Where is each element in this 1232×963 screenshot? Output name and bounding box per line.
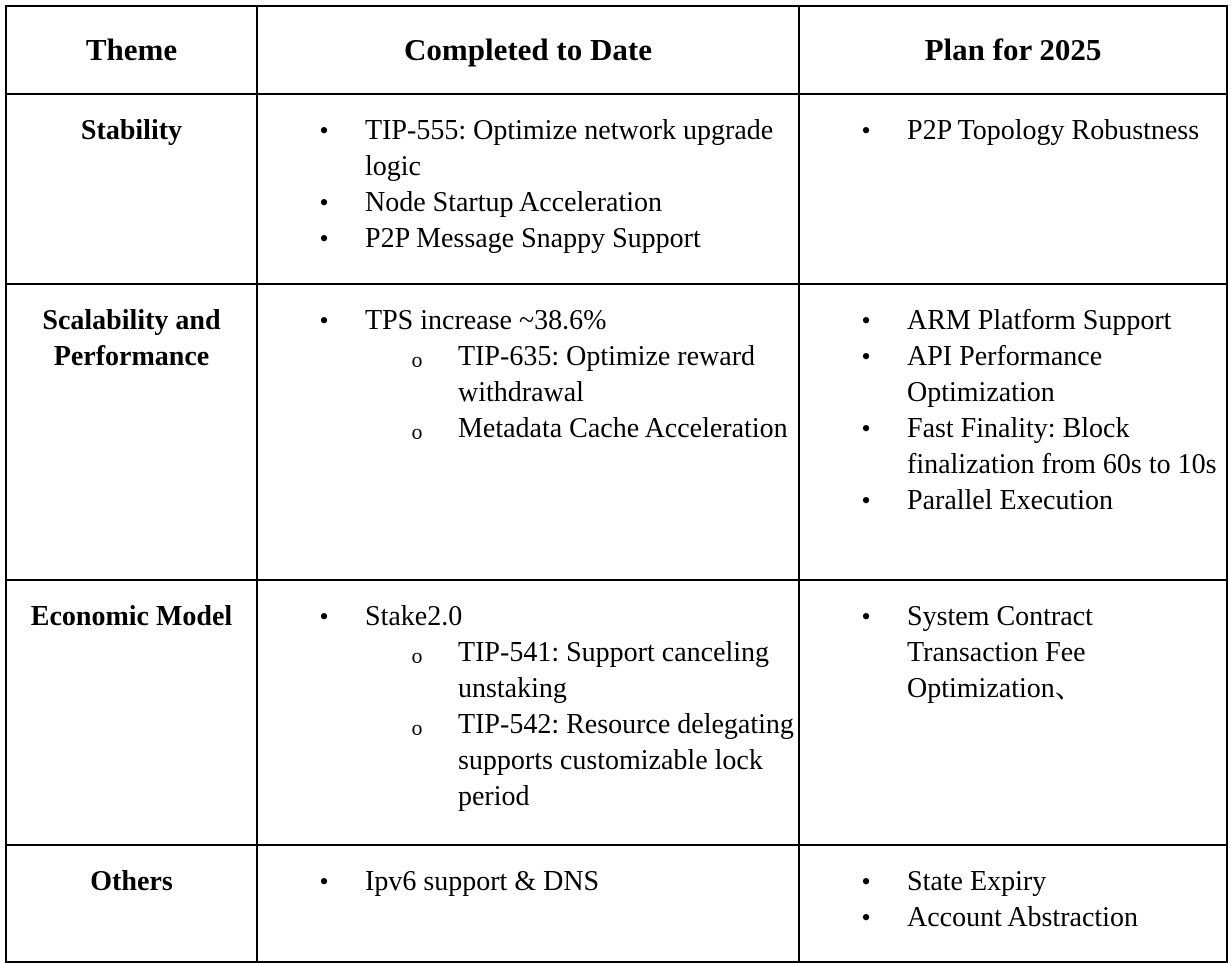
list-item bbox=[800, 339, 1226, 411]
completed-list bbox=[258, 581, 798, 815]
sub-list bbox=[365, 339, 798, 447]
completed-cell bbox=[257, 845, 799, 962]
sub-list-item-text: TIP-541: Support canceling unstaking bbox=[458, 637, 770, 704]
bullet-icon: • bbox=[319, 867, 329, 896]
bullet-icon: • bbox=[861, 414, 871, 443]
bullet-icon: • bbox=[861, 116, 871, 145]
list-item bbox=[258, 864, 798, 900]
list-item bbox=[800, 411, 1226, 483]
list-item bbox=[258, 185, 798, 221]
bullet-icon: • bbox=[861, 342, 871, 371]
header-row bbox=[6, 6, 1227, 94]
sub-list-item bbox=[365, 707, 798, 815]
sub-list-item bbox=[365, 339, 798, 411]
circle-bullet-icon: o bbox=[411, 419, 423, 444]
list-item bbox=[258, 221, 798, 257]
list-item-text: P2P Topology Robustness bbox=[907, 115, 1200, 146]
plan-cell bbox=[799, 580, 1227, 845]
bullet-icon: • bbox=[861, 486, 871, 515]
list-item-text: Ipv6 support & DNS bbox=[365, 866, 600, 897]
list-item bbox=[258, 113, 798, 185]
list-item-text: Parallel Execution bbox=[907, 485, 1114, 516]
circle-bullet-icon: o bbox=[411, 643, 423, 668]
bullet-icon: • bbox=[319, 306, 329, 335]
list-item-text: TIP-555: Optimize network upgrade logic bbox=[365, 115, 774, 182]
plan-list bbox=[800, 581, 1226, 707]
theme-cell: Others bbox=[6, 845, 257, 962]
roadmap-table bbox=[5, 5, 1228, 963]
header-completed: Completed to Date bbox=[257, 6, 799, 94]
list-item bbox=[800, 599, 1226, 707]
list-item bbox=[800, 113, 1226, 149]
completed-cell bbox=[257, 94, 799, 284]
plan-cell bbox=[799, 845, 1227, 962]
sub-list-item bbox=[365, 635, 798, 707]
theme-cell: Stability bbox=[6, 94, 257, 284]
bullet-icon: • bbox=[319, 188, 329, 217]
list-item bbox=[800, 303, 1226, 339]
completed-cell bbox=[257, 580, 799, 845]
list-item-text: Fast Finality: Block finalization from 60s to 10s bbox=[907, 413, 1217, 480]
plan-list bbox=[800, 846, 1226, 936]
list-item-text: API Performance Optimization bbox=[907, 341, 1103, 408]
list-item-text: P2P Message Snappy Support bbox=[365, 223, 701, 254]
header-theme: Theme bbox=[6, 6, 257, 94]
list-item-text: Stake2.0 bbox=[365, 601, 463, 632]
sub-list-item-text: Metadata Cache Acceleration bbox=[458, 413, 788, 444]
completed-list bbox=[258, 846, 798, 900]
bullet-icon: • bbox=[861, 306, 871, 335]
completed-list bbox=[258, 285, 798, 447]
plan-cell bbox=[799, 284, 1227, 580]
table-row bbox=[6, 580, 1227, 845]
sub-list-item-text: TIP-635: Optimize reward withdrawal bbox=[458, 341, 756, 408]
bullet-icon: • bbox=[319, 116, 329, 145]
list-item-text: Account Abstraction bbox=[907, 902, 1138, 933]
list-item bbox=[800, 900, 1226, 936]
bullet-icon: • bbox=[319, 602, 329, 631]
list-item-text: TPS increase ~38.6% bbox=[365, 305, 607, 336]
list-item bbox=[800, 483, 1226, 519]
header-plan: Plan for 2025 bbox=[799, 6, 1227, 94]
list-item-text: State Expiry bbox=[907, 866, 1047, 897]
theme-cell: Scalability and Performance bbox=[6, 284, 257, 580]
table-row bbox=[6, 845, 1227, 962]
completed-list bbox=[258, 95, 798, 257]
list-item bbox=[258, 599, 798, 815]
list-item-text: Node Startup Acceleration bbox=[365, 187, 663, 218]
sub-list bbox=[365, 635, 798, 815]
circle-bullet-icon: o bbox=[411, 347, 423, 372]
table-row bbox=[6, 284, 1227, 580]
plan-cell bbox=[799, 94, 1227, 284]
sub-list-item bbox=[365, 411, 798, 447]
plan-list bbox=[800, 285, 1226, 519]
sub-list-item-text: TIP-542: Resource delegating supports customizable lock period bbox=[458, 709, 794, 812]
completed-cell bbox=[257, 284, 799, 580]
bullet-icon: • bbox=[861, 867, 871, 896]
list-item-text: ARM Platform Support bbox=[907, 305, 1172, 336]
theme-cell: Economic Model bbox=[6, 580, 257, 845]
bullet-icon: • bbox=[861, 903, 871, 932]
list-item bbox=[800, 864, 1226, 900]
table-row bbox=[6, 94, 1227, 284]
plan-list bbox=[800, 95, 1226, 149]
bullet-icon: • bbox=[319, 224, 329, 253]
list-item bbox=[258, 303, 798, 447]
circle-bullet-icon: o bbox=[411, 715, 423, 740]
list-item-text: System Contract Transaction Fee Optimization、 bbox=[907, 601, 1093, 704]
bullet-icon: • bbox=[861, 602, 871, 631]
